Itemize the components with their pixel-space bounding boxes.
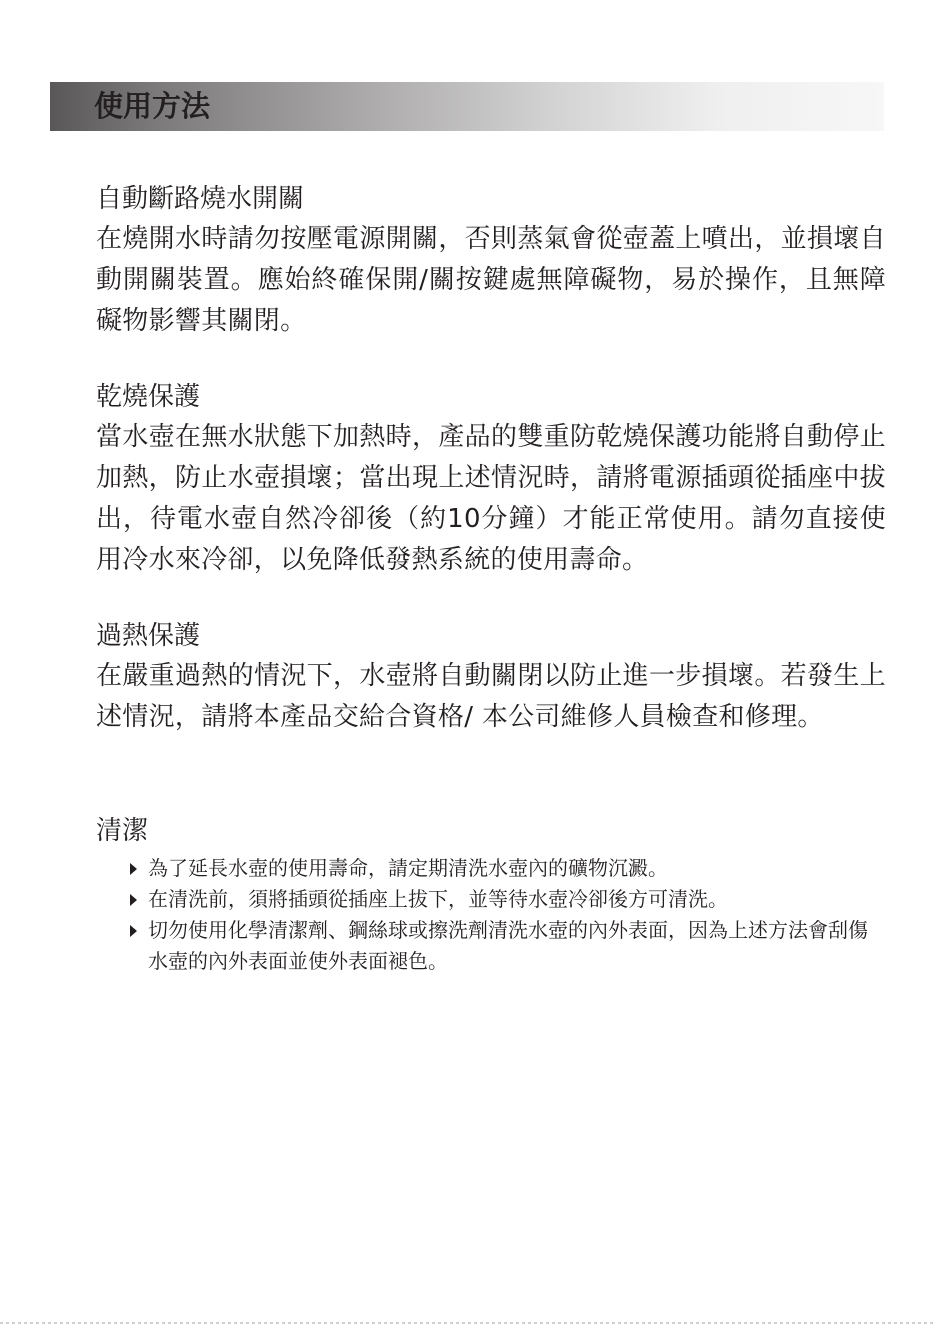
- triangle-bullet-icon: [130, 863, 137, 875]
- section-body: 當水壺在無水狀態下加熱時，產品的雙重防乾燒保護功能將自動停止加熱，防止水壺損壞；當出現上述情況時，請將電源插頭從插座中拔出，待電水壺自然冷卻後（約10分鐘）才能正常使用。請勿直接使用冷水來冷卻，以免降低發熱系統的使用壽命。: [96, 422, 886, 575]
- cleaning-list: [96, 853, 886, 977]
- page-title: 使用方法: [94, 89, 211, 123]
- section-dry-boil-protection: [96, 381, 886, 581]
- section-body: 在嚴重過熱的情況下，水壺將自動關閉以防止進一步損壞。若發生上述情況，請將本產品交給合資格/ 本公司維修人員檢查和修理。: [96, 661, 886, 732]
- section-auto-switch: [96, 183, 886, 342]
- list-item: [96, 915, 870, 977]
- list-item: [96, 853, 870, 884]
- section-heading: 過熱保護: [96, 621, 201, 651]
- triangle-bullet-icon: [130, 894, 137, 906]
- section-heading: 乾燒保護: [96, 382, 201, 412]
- section-body: 在燒開水時請勿按壓電源開關，否則蒸氣會從壺蓋上噴出，並損壞自動開關裝置。應始終確保開/關按鍵處無障礙物，易於操作，且無障礙物影響其關閉。: [96, 224, 886, 336]
- section-cleaning: [96, 815, 886, 977]
- list-item-text: 在清洗前，須將插頭從插座上拔下，並等待水壺冷卻後方可清洗。: [148, 887, 728, 911]
- section-header-bar: [50, 82, 884, 131]
- list-item-text: 切勿使用化學清潔劑、鋼絲球或擦洗劑清洗水壺的內外表面，因為上述方法會刮傷水壺的內外表面並使外表面褪色。: [148, 918, 868, 973]
- list-item: [96, 884, 870, 915]
- section-overheat-protection: [96, 620, 886, 738]
- section-heading: 自動斷路燒水開關: [96, 184, 305, 214]
- section-heading: 清潔: [96, 816, 149, 846]
- triangle-bullet-icon: [130, 925, 137, 937]
- list-item-text: 為了延長水壺的使用壽命，請定期清洗水壺內的礦物沉澱。: [148, 856, 668, 880]
